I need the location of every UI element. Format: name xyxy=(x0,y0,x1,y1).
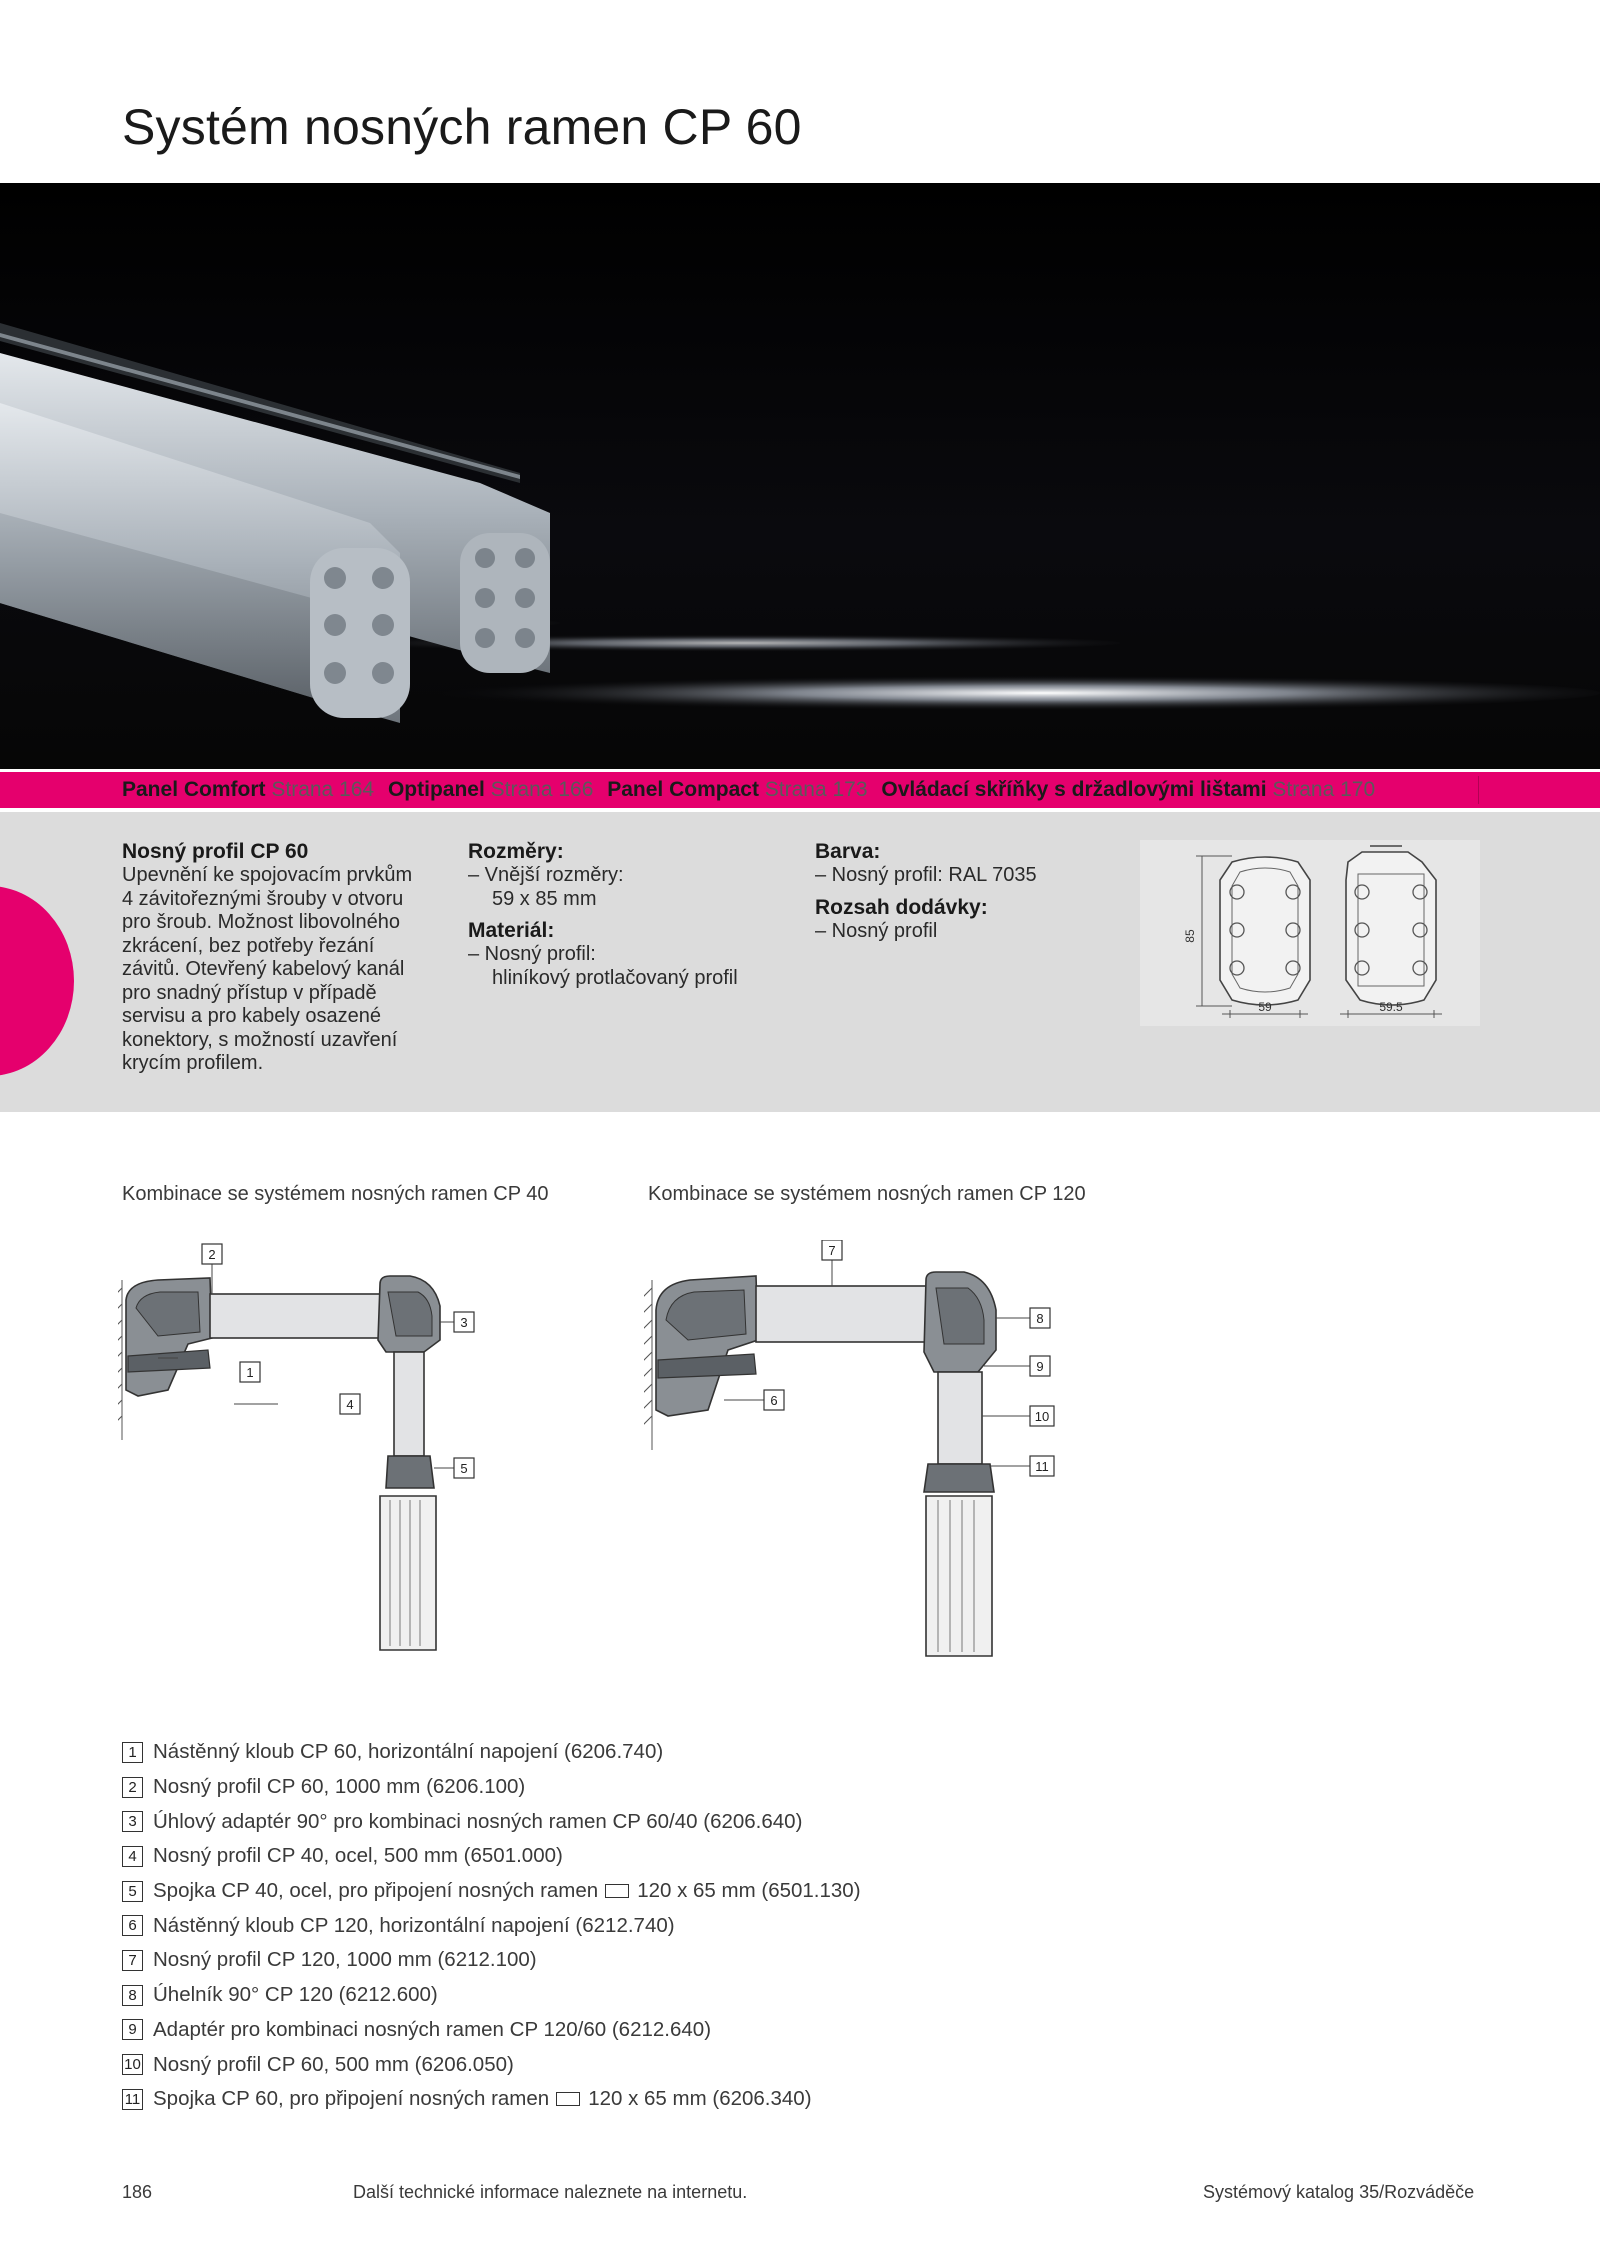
related-product-page: Strana 170 xyxy=(1272,778,1376,801)
spec-text: Upevnění ke spojovacím prvkům xyxy=(122,864,413,886)
spec-text: – Nosný profil: xyxy=(468,943,596,965)
combo-cp120-label: Kombinace se systémem nosných ramen CP 120 xyxy=(648,1183,1086,1205)
profile-cross-section-drawing xyxy=(1140,840,1480,1026)
spec-heading: Rozsah dodávky: xyxy=(815,895,988,919)
spec-heading: Materiál: xyxy=(468,919,555,942)
page-number: 186 xyxy=(122,2182,153,2202)
legend-number: 9 xyxy=(122,2019,143,2040)
callout-5: 5 xyxy=(460,1461,468,1476)
spec-text: servisu a pro kabely osazené xyxy=(122,1005,382,1027)
bar-divider xyxy=(1478,776,1479,804)
legend-item xyxy=(122,2047,861,2082)
legend-item xyxy=(122,1978,861,2013)
footer-catalog: Systémový katalog 35/Rozváděče xyxy=(1203,2182,1475,2202)
callout-3: 3 xyxy=(460,1315,468,1330)
legend-text: Spojka CP 60, pro připojení nosných ramen xyxy=(153,2087,550,2111)
legend-item xyxy=(122,2013,861,2048)
legend-number: 5 xyxy=(122,1881,143,1902)
legend-item xyxy=(122,1770,861,1805)
related-product-page: Strana 173 xyxy=(764,778,868,801)
legend-number: 4 xyxy=(122,1846,143,1867)
callout-1: 1 xyxy=(246,1365,254,1380)
spec-text: – Nosný profil: RAL 7035 xyxy=(815,864,1037,886)
hero-product-image xyxy=(0,183,1600,769)
rectangle-connector-icon xyxy=(605,1884,629,1898)
footer-info: Další technické informace naleznete na internetu. xyxy=(353,2182,748,2202)
spec-heading: Nosný profil CP 60 xyxy=(122,840,309,863)
legend-text: Nosný profil CP 40, ocel, 500 mm (6501.000) xyxy=(153,1844,563,1868)
spec-text: hliníkový protlačovaný profil xyxy=(492,966,738,989)
related-product-name[interactable]: Optipanel xyxy=(387,778,485,801)
callout-7: 7 xyxy=(828,1243,836,1258)
legend-number: 10 xyxy=(122,2054,143,2075)
dimension-width-a: 59 xyxy=(1258,1000,1272,1014)
related-products-bar xyxy=(0,772,1600,808)
legend-text: 120 x 65 mm (6206.340) xyxy=(588,2087,812,2111)
callout-10: 10 xyxy=(1034,1409,1050,1424)
legend-number: 7 xyxy=(122,1950,143,1971)
legend-text: Nástěnný kloub CP 60, horizontální napojení (6206.740) xyxy=(153,1740,664,1764)
legend-text: Úhelník 90° CP 120 (6212.600) xyxy=(153,1983,438,2007)
dimension-width-b: 59.5 xyxy=(1379,1000,1403,1014)
legend-text: Úhlový adaptér 90° pro kombinaci nosných ramen CP 60/40 (6206.640) xyxy=(153,1809,803,1833)
spec-text: 4 závitořeznými šrouby v otvoru xyxy=(122,887,404,910)
related-product-name[interactable]: Panel Compact xyxy=(607,778,759,801)
spec-heading: Rozměry: xyxy=(468,840,564,863)
legend-text: Nosný profil CP 60, 1000 mm (6206.100) xyxy=(153,1775,526,1799)
spec-text: – Nosný profil xyxy=(815,919,938,942)
legend-item xyxy=(122,1908,861,1943)
legend-number: 2 xyxy=(122,1777,143,1798)
callout-9: 9 xyxy=(1036,1359,1044,1374)
spec-profile xyxy=(122,840,442,1076)
legend-number: 6 xyxy=(122,1915,143,1936)
spec-dimensions-material xyxy=(468,840,788,990)
spec-text: krycím profilem. xyxy=(122,1052,264,1074)
legend-text: 120 x 65 mm (6501.130) xyxy=(637,1879,861,1903)
legend-item xyxy=(122,1804,861,1839)
callout-2: 2 xyxy=(208,1247,216,1262)
legend-text: Nosný profil CP 120, 1000 mm (6212.100) xyxy=(153,1948,537,1972)
spec-text: závitů. Otevřený kabelový kanál xyxy=(122,958,405,980)
related-product-page: Strana 164 xyxy=(271,778,375,801)
legend-item xyxy=(122,2082,861,2117)
legend-number: 11 xyxy=(122,2089,143,2110)
legend-number: 3 xyxy=(122,1811,143,1832)
spec-text: 59 x 85 mm xyxy=(492,887,597,910)
callout-11: 11 xyxy=(1035,1459,1049,1474)
spec-heading: Barva: xyxy=(815,840,881,863)
legend-text: Spojka CP 40, ocel, pro připojení nosných ramen xyxy=(153,1879,599,1903)
spec-text: zkrácení, bez potřeby řezání xyxy=(122,934,375,957)
spec-color-scope xyxy=(815,840,1135,943)
legend-item xyxy=(122,1874,861,1909)
spec-text: – Vnější rozměry: xyxy=(468,864,624,886)
dimension-height: 85 xyxy=(1183,929,1197,943)
profile-outline-right xyxy=(1346,846,1436,1005)
spec-text: pro šroub. Možnost libovolného xyxy=(122,911,400,933)
related-product-page: Strana 166 xyxy=(490,778,594,801)
parts-legend xyxy=(122,1735,861,2117)
legend-text: Nástěnný kloub CP 120, horizontální napojení (6212.740) xyxy=(153,1913,675,1937)
related-product-name[interactable]: Panel Comfort xyxy=(122,778,266,801)
legend-text: Adaptér pro kombinaci nosných ramen CP 120/60 (6212.640) xyxy=(153,2017,712,2041)
diagram-cp40 xyxy=(118,1240,498,1670)
callout-6: 6 xyxy=(770,1393,778,1408)
rectangle-connector-icon xyxy=(556,2092,580,2106)
legend-item xyxy=(122,1839,861,1874)
combo-cp40-label: Kombinace se systémem nosných ramen CP 40 xyxy=(122,1183,549,1205)
profile-outline-left xyxy=(1220,857,1310,1005)
legend-item xyxy=(122,1735,861,1770)
legend-item xyxy=(122,1943,861,1978)
spec-text: pro snadný přístup v případě xyxy=(122,981,377,1004)
page-title: Systém nosných ramen CP 60 xyxy=(122,99,802,155)
legend-text: Nosný profil CP 60, 500 mm (6206.050) xyxy=(153,2052,514,2076)
callout-4: 4 xyxy=(346,1397,354,1412)
legend-number: 1 xyxy=(122,1742,143,1763)
spec-text: konektory, s možností uzavření xyxy=(122,1028,398,1051)
related-product-name[interactable]: Ovládací skříňky s držadlovými lištami xyxy=(881,778,1267,801)
diagram-cp120 xyxy=(644,1240,1064,1670)
callout-8: 8 xyxy=(1036,1311,1044,1326)
legend-number: 8 xyxy=(122,1985,143,2006)
